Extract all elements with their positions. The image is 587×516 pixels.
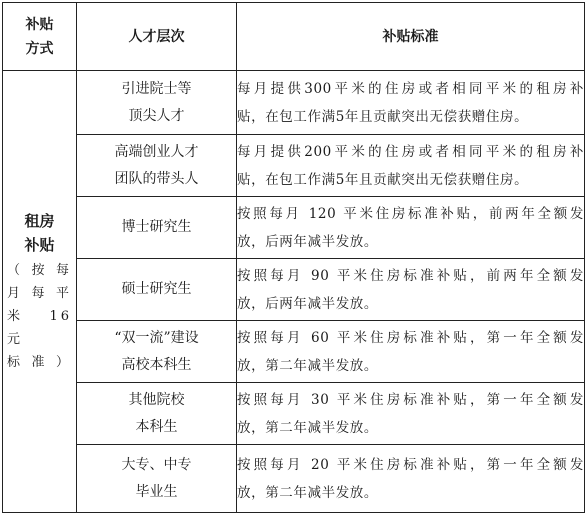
- standard-line: 贴，在包工作满5年且贡献突出无偿获赠住房。: [237, 171, 529, 188]
- standard-line: 放，第二年减半发放。: [237, 419, 378, 436]
- table-row: [3, 259, 585, 321]
- mode-note-line: （按每: [7, 263, 72, 278]
- mode-title-line2: 补贴: [24, 236, 55, 254]
- table-row: [3, 197, 585, 259]
- talent-line: “双一流”建设: [114, 329, 199, 346]
- talent-line: 高端创业人才: [114, 143, 199, 160]
- talent-line: 其他院校: [128, 391, 185, 408]
- talent-cell: [77, 383, 237, 445]
- mode-cell: [3, 71, 77, 513]
- talent-line: 顶尖人才: [128, 107, 185, 124]
- standard-cell: [237, 135, 585, 197]
- standard-line: 按照每月 30 平米住房标准补贴，第一年全额发: [237, 391, 584, 408]
- standard-cell: [237, 383, 585, 445]
- talent-line: 团队的带头人: [114, 170, 199, 187]
- standard-line: 按照每月 90 平米住房标准补贴，前两年全额发: [237, 267, 584, 284]
- table-row: [3, 383, 585, 445]
- standard-line: 放，第二年减半发放。: [237, 357, 378, 374]
- subsidy-table: [2, 2, 585, 513]
- header-mode-line2: 方式: [25, 40, 54, 57]
- mode-note-line: 月每平: [7, 286, 72, 301]
- talent-cell: [77, 321, 237, 383]
- table-row: [3, 321, 585, 383]
- table-row: [3, 135, 585, 197]
- talent-line: 毕业生: [135, 483, 178, 500]
- standard-line: 贴，在包工作满5年且贡献突出无偿获赠住房。: [237, 108, 529, 125]
- talent-cell: [77, 445, 237, 513]
- talent-cell: [77, 259, 237, 321]
- table-row: [3, 71, 585, 135]
- standard-line: 放，后两年减半发放。: [237, 295, 378, 312]
- standard-cell: [237, 197, 585, 259]
- table-row: [3, 445, 585, 513]
- talent-line: 本科生: [135, 418, 178, 435]
- mode-note-line: 标准）: [7, 355, 72, 370]
- header-talent-label: 人才层次: [128, 28, 185, 45]
- talent-cell: [77, 71, 237, 135]
- standard-line: 按照每月 20 平米住房标准补贴，第一年全额发: [237, 456, 584, 473]
- header-talent: [77, 3, 237, 71]
- mode-title-line1: 租房: [24, 212, 55, 230]
- standard-line: 按照每月 60 平米住房标准补贴，第一年全额发: [237, 329, 584, 346]
- header-standard-label: 补贴标准: [382, 28, 439, 45]
- standard-cell: [237, 259, 585, 321]
- standard-cell: [237, 445, 585, 513]
- talent-line: 引进院士等: [121, 80, 192, 97]
- header-mode: [3, 3, 77, 71]
- talent-line: 大专、中专: [121, 456, 192, 473]
- header-row: [3, 3, 585, 71]
- mode-note-line: 米 16 元: [7, 309, 72, 347]
- header-mode-line1: 补贴: [25, 16, 54, 33]
- header-standard: [237, 3, 585, 71]
- talent-line: 高校本科生: [121, 356, 192, 373]
- standard-line: 按照每月 120 平米住房标准补贴，前两年全额发: [237, 205, 584, 222]
- talent-line: 硕士研究生: [121, 281, 192, 297]
- talent-line: 博士研究生: [121, 219, 192, 235]
- standard-cell: [237, 71, 585, 135]
- standard-cell: [237, 321, 585, 383]
- mode-note: [3, 257, 76, 374]
- talent-cell: [77, 135, 237, 197]
- standard-line: 每月提供300平米的住房或者相同平米的租房补: [237, 80, 584, 97]
- standard-line: 放，第二年减半发放。: [237, 484, 378, 501]
- standard-line: 放，后两年减半发放。: [237, 233, 378, 250]
- talent-cell: [77, 197, 237, 259]
- standard-line: 每月提供200平米的住房或者相同平米的租房补: [237, 143, 584, 160]
